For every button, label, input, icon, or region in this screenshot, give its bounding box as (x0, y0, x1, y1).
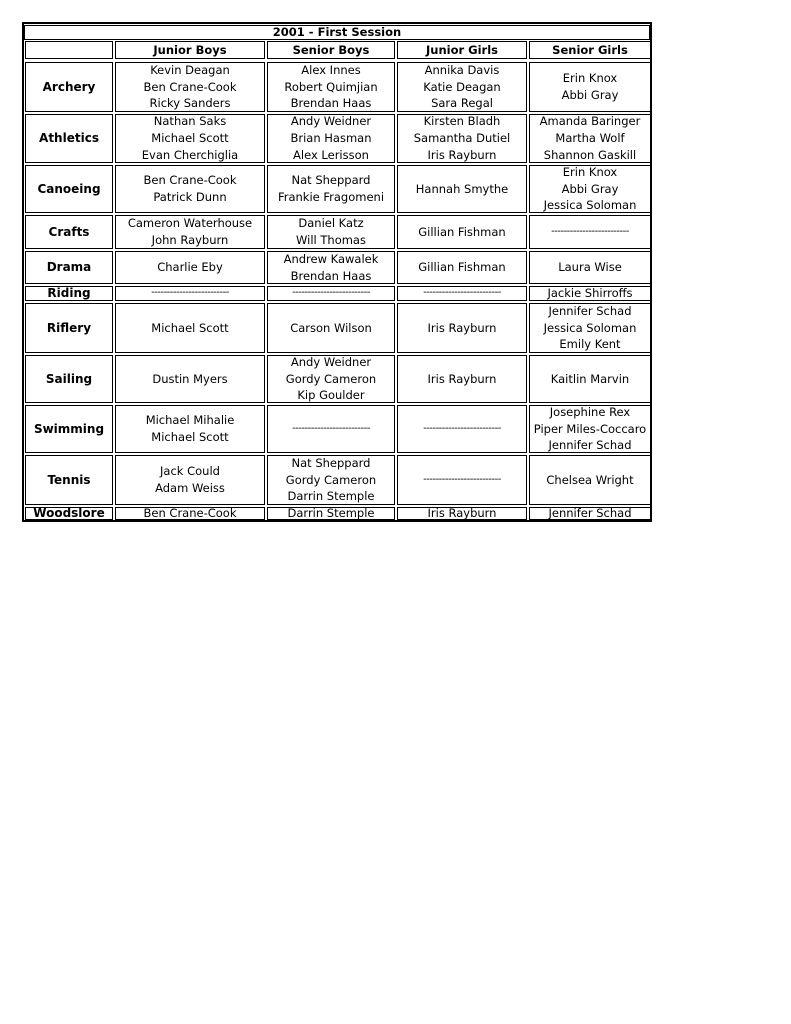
camper-name: Gillian Fishman (418, 260, 506, 275)
table-cell (115, 455, 265, 505)
table-cell (529, 507, 651, 520)
camper-name: Iris Rayburn (427, 506, 497, 521)
table-cell (115, 286, 265, 301)
row-label: Archery (25, 62, 113, 112)
table-title: 2001 - First Session (24, 25, 650, 40)
camper-name: Ben Crane-Cook (143, 173, 237, 188)
empty-placeholder: ------------------------- (423, 473, 501, 485)
table-cell (115, 405, 265, 453)
row-label: Canoeing (25, 165, 113, 213)
camper-name: Piper Miles-Coccaro (533, 421, 647, 436)
camper-name: Will Thomas (296, 233, 366, 247)
empty-placeholder: ------------------------- (292, 287, 370, 299)
camper-name: Katie Deagan (423, 79, 501, 94)
table-cell (115, 303, 265, 353)
table-cell (397, 62, 527, 112)
camper-name: Jackie Shirroffs (547, 286, 633, 301)
camper-name: Michael Scott (151, 430, 229, 444)
table-cell (267, 355, 395, 403)
camper-name: Andy Weidner (290, 354, 372, 369)
row-label: Woodslore (25, 507, 113, 520)
camper-name: Daniel Katz (298, 216, 364, 231)
camper-name: Alex Innes (301, 62, 361, 77)
table-cell (529, 114, 651, 163)
table-cell (397, 303, 527, 353)
empty-placeholder: ------------------------- (423, 287, 501, 299)
camper-name: Chelsea Wright (546, 472, 634, 487)
table-cell (529, 62, 651, 112)
empty-placeholder: ------------------------- (423, 422, 501, 434)
camper-name: Martha Wolf (555, 131, 625, 146)
table-cell (529, 215, 651, 249)
camper-name: Cameron Waterhouse (127, 216, 253, 231)
table-cell (267, 303, 395, 353)
table-cell (267, 455, 395, 505)
camper-name: Dustin Myers (152, 371, 228, 386)
camper-name: Jessica Soloman (543, 198, 637, 213)
camper-name: Gordy Cameron (285, 371, 377, 386)
row-label: Tennis (25, 455, 113, 505)
camper-name: Evan Cherchiglia (141, 147, 239, 162)
row-label: Swimming (25, 405, 113, 453)
camper-name: Sara Regal (431, 96, 493, 111)
row-label: Riflery (25, 303, 113, 353)
camper-name: Nat Sheppard (291, 173, 371, 188)
row-label: Crafts (25, 215, 113, 249)
table-cell (397, 455, 527, 505)
camper-name: Alex Lerisson (293, 147, 369, 162)
table-cell (529, 455, 651, 505)
camper-name: Hannah Smythe (415, 181, 509, 196)
camper-name: Ben Crane-Cook (143, 506, 237, 521)
camper-name: Jennifer Schad (548, 506, 632, 521)
table-cell (267, 62, 395, 112)
table-cell (115, 507, 265, 520)
empty-placeholder: ------------------------- (551, 225, 629, 237)
table-cell (529, 251, 651, 284)
camper-name: Jack Could (160, 464, 220, 479)
camper-name: Andrew Kawalek (283, 251, 379, 266)
table-cell (115, 215, 265, 249)
camper-name: Carson Wilson (290, 320, 372, 335)
camper-name: Ricky Sanders (149, 96, 231, 111)
camper-name: Nat Sheppard (291, 455, 371, 470)
schedule-table (22, 22, 652, 522)
camper-name: Abbi Gray (561, 181, 619, 196)
table-cell (397, 165, 527, 213)
table-cell (529, 355, 651, 403)
camper-name: Robert Quimjian (284, 79, 378, 94)
camper-name: John Rayburn (151, 233, 229, 247)
table-cell (529, 405, 651, 453)
header-corner (25, 41, 113, 59)
camper-name: Michael Scott (151, 131, 229, 146)
table-cell (529, 165, 651, 213)
camper-name: Iris Rayburn (427, 147, 497, 162)
table-cell (397, 507, 527, 520)
camper-name: Iris Rayburn (427, 320, 497, 335)
camper-name: Michael Mihalie (145, 413, 235, 428)
table-cell (397, 405, 527, 453)
table-cell (115, 355, 265, 403)
camper-name: Erin Knox (562, 71, 618, 86)
camper-name: Andy Weidner (290, 114, 372, 129)
table-cell (267, 114, 395, 163)
empty-placeholder: ------------------------- (292, 422, 370, 434)
column-header: Junior Girls (397, 41, 527, 59)
camper-name: Darrin Stemple (287, 489, 375, 504)
camper-name: Adam Weiss (155, 481, 225, 495)
camper-name: Erin Knox (562, 164, 618, 179)
camper-name: Darrin Stemple (287, 506, 375, 521)
table-cell (397, 355, 527, 403)
table-cell (115, 62, 265, 112)
camper-name: Abbi Gray (561, 88, 619, 102)
camper-name: Frankie Fragomeni (277, 190, 385, 204)
camper-name: Samantha Dutiel (413, 131, 511, 146)
camper-name: Gillian Fishman (418, 224, 506, 239)
table-cell (397, 114, 527, 163)
camper-name: Brendan Haas (290, 96, 372, 111)
camper-name: Patrick Dunn (153, 190, 227, 204)
camper-name: Jessica Soloman (543, 320, 637, 335)
table-cell (397, 251, 527, 284)
camper-name: Nathan Saks (153, 114, 227, 129)
camper-name: Emily Kent (559, 337, 621, 352)
table-cell (397, 215, 527, 249)
table-cell (267, 507, 395, 520)
camper-name: Laura Wise (558, 260, 622, 275)
table-cell (267, 405, 395, 453)
camper-name: Gordy Cameron (285, 472, 377, 487)
camper-name: Amanda Baringer (539, 114, 641, 129)
column-header: Senior Boys (267, 41, 395, 59)
table-cell (115, 165, 265, 213)
row-label: Sailing (25, 355, 113, 403)
column-header: Senior Girls (529, 41, 651, 59)
table-cell (267, 215, 395, 249)
table-cell (115, 114, 265, 163)
camper-name: Brian Hasman (290, 131, 372, 146)
camper-name: Charlie Eby (157, 260, 223, 275)
camper-name: Jennifer Schad (548, 303, 632, 318)
table-cell (267, 165, 395, 213)
table-cell (397, 286, 527, 301)
table-cell (267, 286, 395, 301)
camper-name: Kirsten Bladh (423, 114, 501, 129)
camper-name: Kip Goulder (297, 388, 365, 403)
table-cell (267, 251, 395, 284)
camper-name: Michael Scott (151, 320, 229, 335)
camper-name: Ben Crane-Cook (143, 79, 237, 94)
camper-name: Josephine Rex (549, 404, 631, 419)
camper-name: Jennifer Schad (548, 438, 632, 453)
camper-name: Kaitlin Marvin (550, 371, 630, 386)
table-cell (115, 251, 265, 284)
table-cell (529, 286, 651, 301)
row-label: Athletics (25, 114, 113, 163)
camper-name: Brendan Haas (290, 268, 372, 283)
camper-name: Shannon Gaskill (543, 147, 637, 162)
row-label: Drama (25, 251, 113, 284)
column-header: Junior Boys (115, 41, 265, 59)
camper-name: Kevin Deagan (150, 62, 230, 77)
empty-placeholder: ------------------------- (151, 287, 229, 299)
table-cell (529, 303, 651, 353)
camper-name: Iris Rayburn (427, 371, 497, 386)
camper-name: Annika Davis (424, 62, 500, 77)
row-label: Riding (25, 286, 113, 301)
